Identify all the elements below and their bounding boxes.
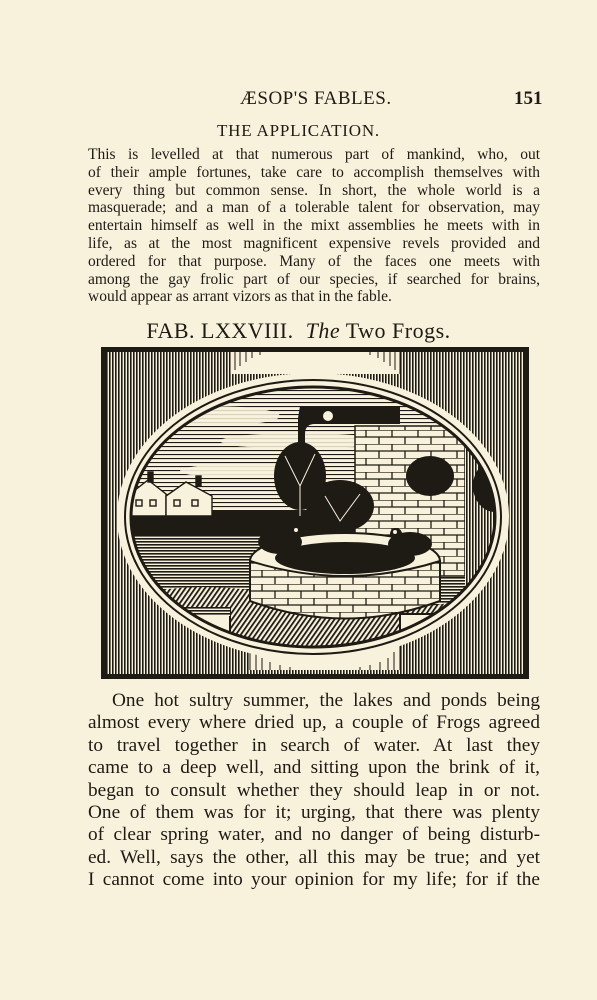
woodcut-illustration [100, 346, 530, 680]
fable-line: began to consult whether they should leap in or not. [88, 779, 540, 801]
application-line: of their ample fortunes, take care to accomplish themselves with [88, 163, 540, 181]
application-paragraph [88, 146, 540, 306]
application-line: masquerade; and a man of a tolerable talent for observation, may [88, 199, 540, 217]
running-header [0, 88, 597, 110]
application-line: would appear as arrant vizors as that in the fable. [88, 288, 392, 306]
application-line: entertain himself as well in the mixt assemblies he meets with in [88, 217, 540, 235]
fable-line: almost every where dried up, a couple of Frogs agreed [88, 712, 540, 734]
fable-number: FAB. LXXVIII. [146, 318, 294, 343]
fable-line: I cannot come into your opinion for my life; for if the [88, 869, 540, 891]
application-line: every thing but common sense. In short, the whole world is a [88, 181, 540, 199]
application-line: This is levelled at that numerous part of mankind, who, out [88, 146, 540, 163]
fable-line: One of them was for it; urging, that there was plenty [88, 801, 540, 823]
page-number: 151 [514, 88, 543, 109]
running-title: ÆSOP'S FABLES. [240, 88, 392, 109]
fable-text [88, 690, 540, 892]
fable-line: of clear spring water, and no danger of being disturb- [88, 824, 540, 846]
application-line: life, as at the most magnificent expensive revels provided and [88, 234, 540, 252]
fable-line: to travel together in search of water. At last they [88, 734, 540, 756]
fable-title: Two Frogs. [345, 318, 451, 343]
fable-line: One hot sultry summer, the lakes and ponds being [112, 690, 540, 711]
fable-title-article: The [305, 318, 341, 343]
fable-line: came to a deep well, and sitting upon the brink of it, [88, 757, 540, 779]
application-line: ordered for that purpose. Many of the faces one meets with [88, 252, 540, 270]
fable-line: ed. Well, says the other, all this may be true; and yet [88, 846, 540, 868]
fable-heading [0, 318, 597, 344]
application-heading: THE APPLICATION. [217, 121, 380, 140]
application-line: among the gay frolic part of our species, if searched for brains, [88, 270, 540, 288]
